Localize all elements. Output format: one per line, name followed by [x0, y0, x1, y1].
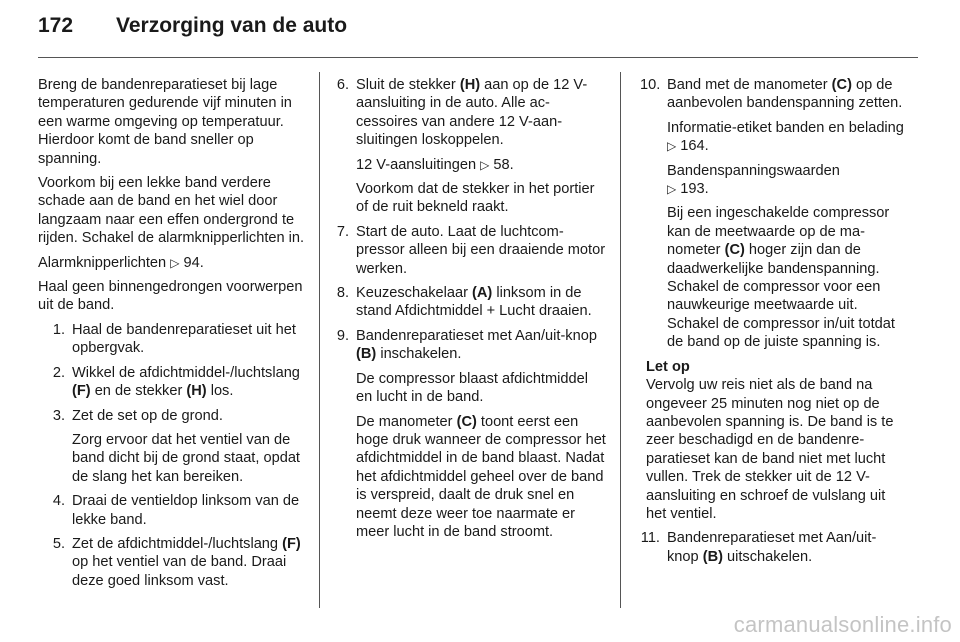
list-item-step-5: 5. Zet de afdichtmiddel-/luchtslang (F) op het ventiel van de band. Draai deze goed linksom vast. [52, 535, 301, 589]
header-divider [38, 57, 918, 58]
page-number: 172 [38, 14, 74, 37]
list-item-step-4: 4. Draai de ventieldop linksom van de lekke band. [52, 493, 300, 528]
list-item-step-7: 7. Start de auto. Laat de luchtcompressor alleen bij een draaiende motor werken. [336, 223, 606, 277]
list-item-step-2: 2. Wikkel de afdichtmiddel-/luchtslang (F) en de stekker (H) los. [52, 364, 300, 400]
list-item-step-3: 3. Zet de set op de grond. Zorg ervoor dat het ventiel van de band dicht bij de grond staat, opdat de slang het kan bereiken. [52, 407, 300, 485]
column-divider-2 [620, 72, 621, 608]
paragraph-hazard-ref: Alarmknipperlichten ▷ 94. [38, 254, 204, 271]
page-ref-icon: ▷ [170, 255, 180, 270]
column-1 [38, 76, 310, 596]
column-2 [330, 76, 606, 547]
list-item-step-11: 11. Bandenreparatieset met Aan/uit-knop (B) uitschakelen. [640, 530, 877, 565]
paragraph-flat-tyre: Voorkom bij een lekke band verdere schade aan de band en het wiel door langzaam naar een effen ondergrond te rijden. Schakel de alarmknipperlichten in. [38, 175, 305, 247]
note-box [646, 358, 906, 524]
list-item-step-6: 6. Sluit de stekker (H) aan op de 12 V-aansluiting in de auto. Alle accessoires van andere 12 V-aansluitingen loskoppelen. 12 V-aansluitingen ▷ 58. Voorkom dat de stekker in het portier of de ruit bekneld raakt. [336, 77, 595, 216]
list-item-step-9: 9. Bandenreparatieset met Aan/uit-knop (B) inschakelen. De compressor blaast afdichtmiddel en lucht in de band. De manometer (C) toont eerst een hoge druk wanneer de compressor het afdichtmiddel in de band blaast. Nadat het afdichtmiddel geheel over de band is verspreid, daalt de druk snel en neemt deze weer toe naarmate er meer lucht in de band stroomt. [336, 327, 606, 540]
column-3 [640, 76, 906, 572]
page-ref-icon: ▷ [667, 139, 677, 154]
page-title: Verzorging van de auto [116, 14, 348, 37]
list-item-step-8: 8. Keuzeschakelaar (A) linksom in de stand Afdichtmiddel + Lucht draaien. [336, 285, 592, 320]
paragraph-low-temperature: Breng de bandenreparatieset bij lage temperaturen gedurende vijf minuten in een warme omgeving op temperatuur. Hierdoor komt de band sneller op spanning. [38, 77, 292, 167]
note-text: Vervolg uw reis niet als de band na ongeveer 25 minuten nog niet op de aanbevolen spanning is. De band is te zeer beschadigd en de bandenreparatieset kan de band niet met lucht vullen. Trek de stekker uit de 12 V-aansluiting en schroef de vulslang uit het ventiel. [646, 377, 894, 522]
watermark: carmanualsonline.info [733, 612, 952, 637]
list-item-step-10: 10. Band met de manometer (C) op de aanbevolen bandenspanning zetten. Informatie-etiket banden en belading ▷ 164. Bandenspanningswaarden ▷ 193. Bij een ingeschakelde compressor kan de meetwaarde op de manometer (C) hoger zijn dan de daadwerkelijke bandenspanning. Schakel de compressor voor een nauwkeurige meetwaarde uit. Schakel de compressor in/uit totdat de band op de juiste spanning is. [640, 77, 904, 351]
list-item-step-1: 1. Haal de bandenreparatieset uit het opbergvak. [52, 321, 296, 357]
page-ref-icon: ▷ [667, 182, 677, 197]
page-header [38, 14, 918, 50]
column-divider-1 [319, 72, 320, 608]
page-ref-icon: ▷ [480, 157, 490, 172]
paragraph-foreign-objects: Haal geen binnengedrongen voorwerpen uit de band. [38, 279, 303, 314]
note-heading: Let op [646, 358, 690, 375]
